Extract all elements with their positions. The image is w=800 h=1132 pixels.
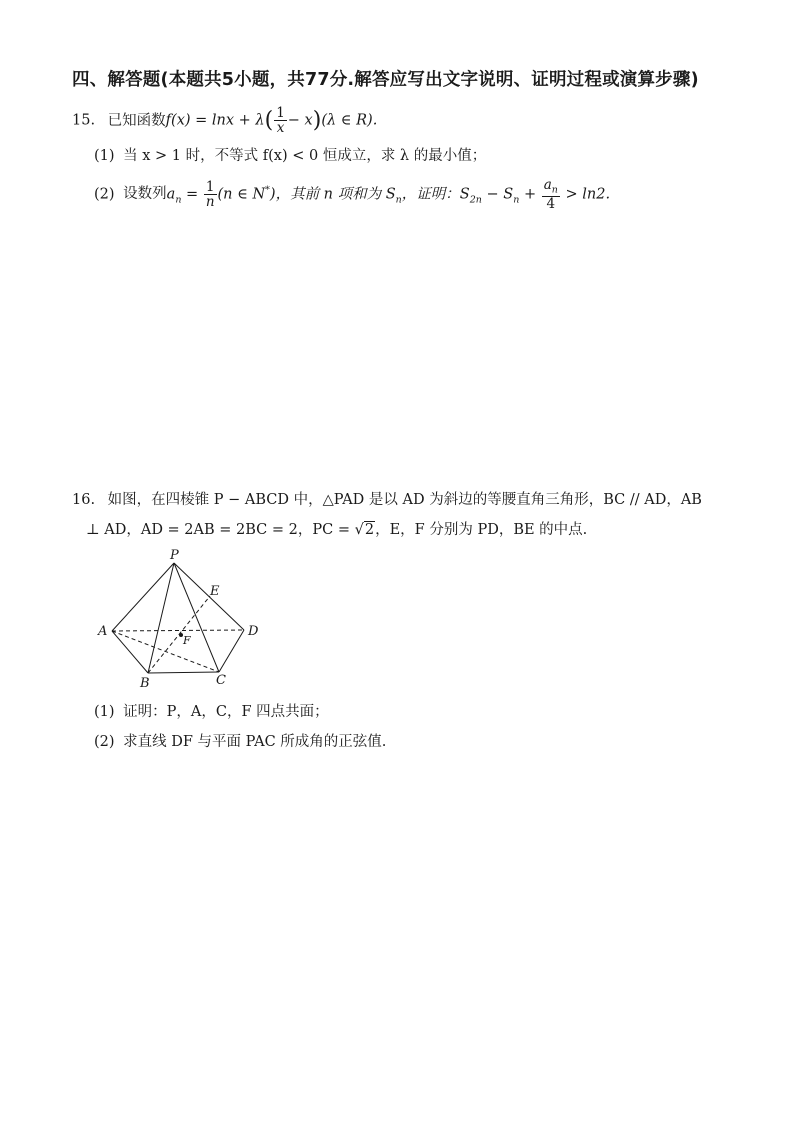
label-B: B — [140, 676, 150, 690]
q15-function: f(x) = lnx + λ — [165, 112, 265, 129]
q15-p2-fraction: $\frac{1}{n}$ — [205, 178, 215, 210]
q16-part1: (1) 证明：P，A，C，F 四点共面； — [94, 704, 329, 720]
q16-stem-line2: ⊥ AD，AD = 2AB = 2BC = 2，PC = √2，E，F 分别为 PD，BE 的中点. — [86, 522, 588, 538]
label-D: D — [248, 624, 259, 639]
q16-stem-line1: 16. 如图，在四棱锥 P − ABCD 中，△PAD 是以 AD 为斜边的等腰直角三角形，BC // AD，AB — [72, 492, 702, 508]
q16-part2: (2) 求直线 DF 与平面 PAC 所成角的正弦值. — [94, 734, 387, 750]
q15-part2: (2) 设数列$a_n$ = $\frac{1}{n}$ (n ∈ N*)，其前 n 项和为 $S_n$，证明：$S_{2n} - S_n$ + $\frac{a_n}{4}$ > ln2. — [94, 177, 611, 212]
q15-number: 15. — [72, 112, 96, 129]
label-F: F — [183, 634, 191, 647]
pyramid-figure — [90, 545, 280, 690]
q15-fraction: $\frac{1}{x}$ — [276, 105, 285, 137]
label-E: E — [210, 584, 220, 599]
q15-stem-text: 已知函数 — [107, 112, 166, 129]
label-P: P — [170, 548, 179, 563]
q16-number: 16. — [72, 492, 96, 508]
q15-part1: (1) 当 x > 1 时，不等式 f(x) < 0 恒成立，求 λ 的最小值； — [94, 148, 487, 164]
q15-p2-fraction2: $\frac{a_n}{4}$ — [543, 177, 558, 212]
section-title: 四、解答题(本题共5小题，共77分.解答应写出文字说明、证明过程或演算步骤) — [72, 70, 699, 90]
q15-stem: 15. 已知函数f(x) = lnx + λ( $\frac{1}{x}$ − x)(λ ∈ R). — [72, 105, 378, 137]
label-A: A — [98, 624, 108, 639]
label-C: C — [216, 673, 226, 688]
